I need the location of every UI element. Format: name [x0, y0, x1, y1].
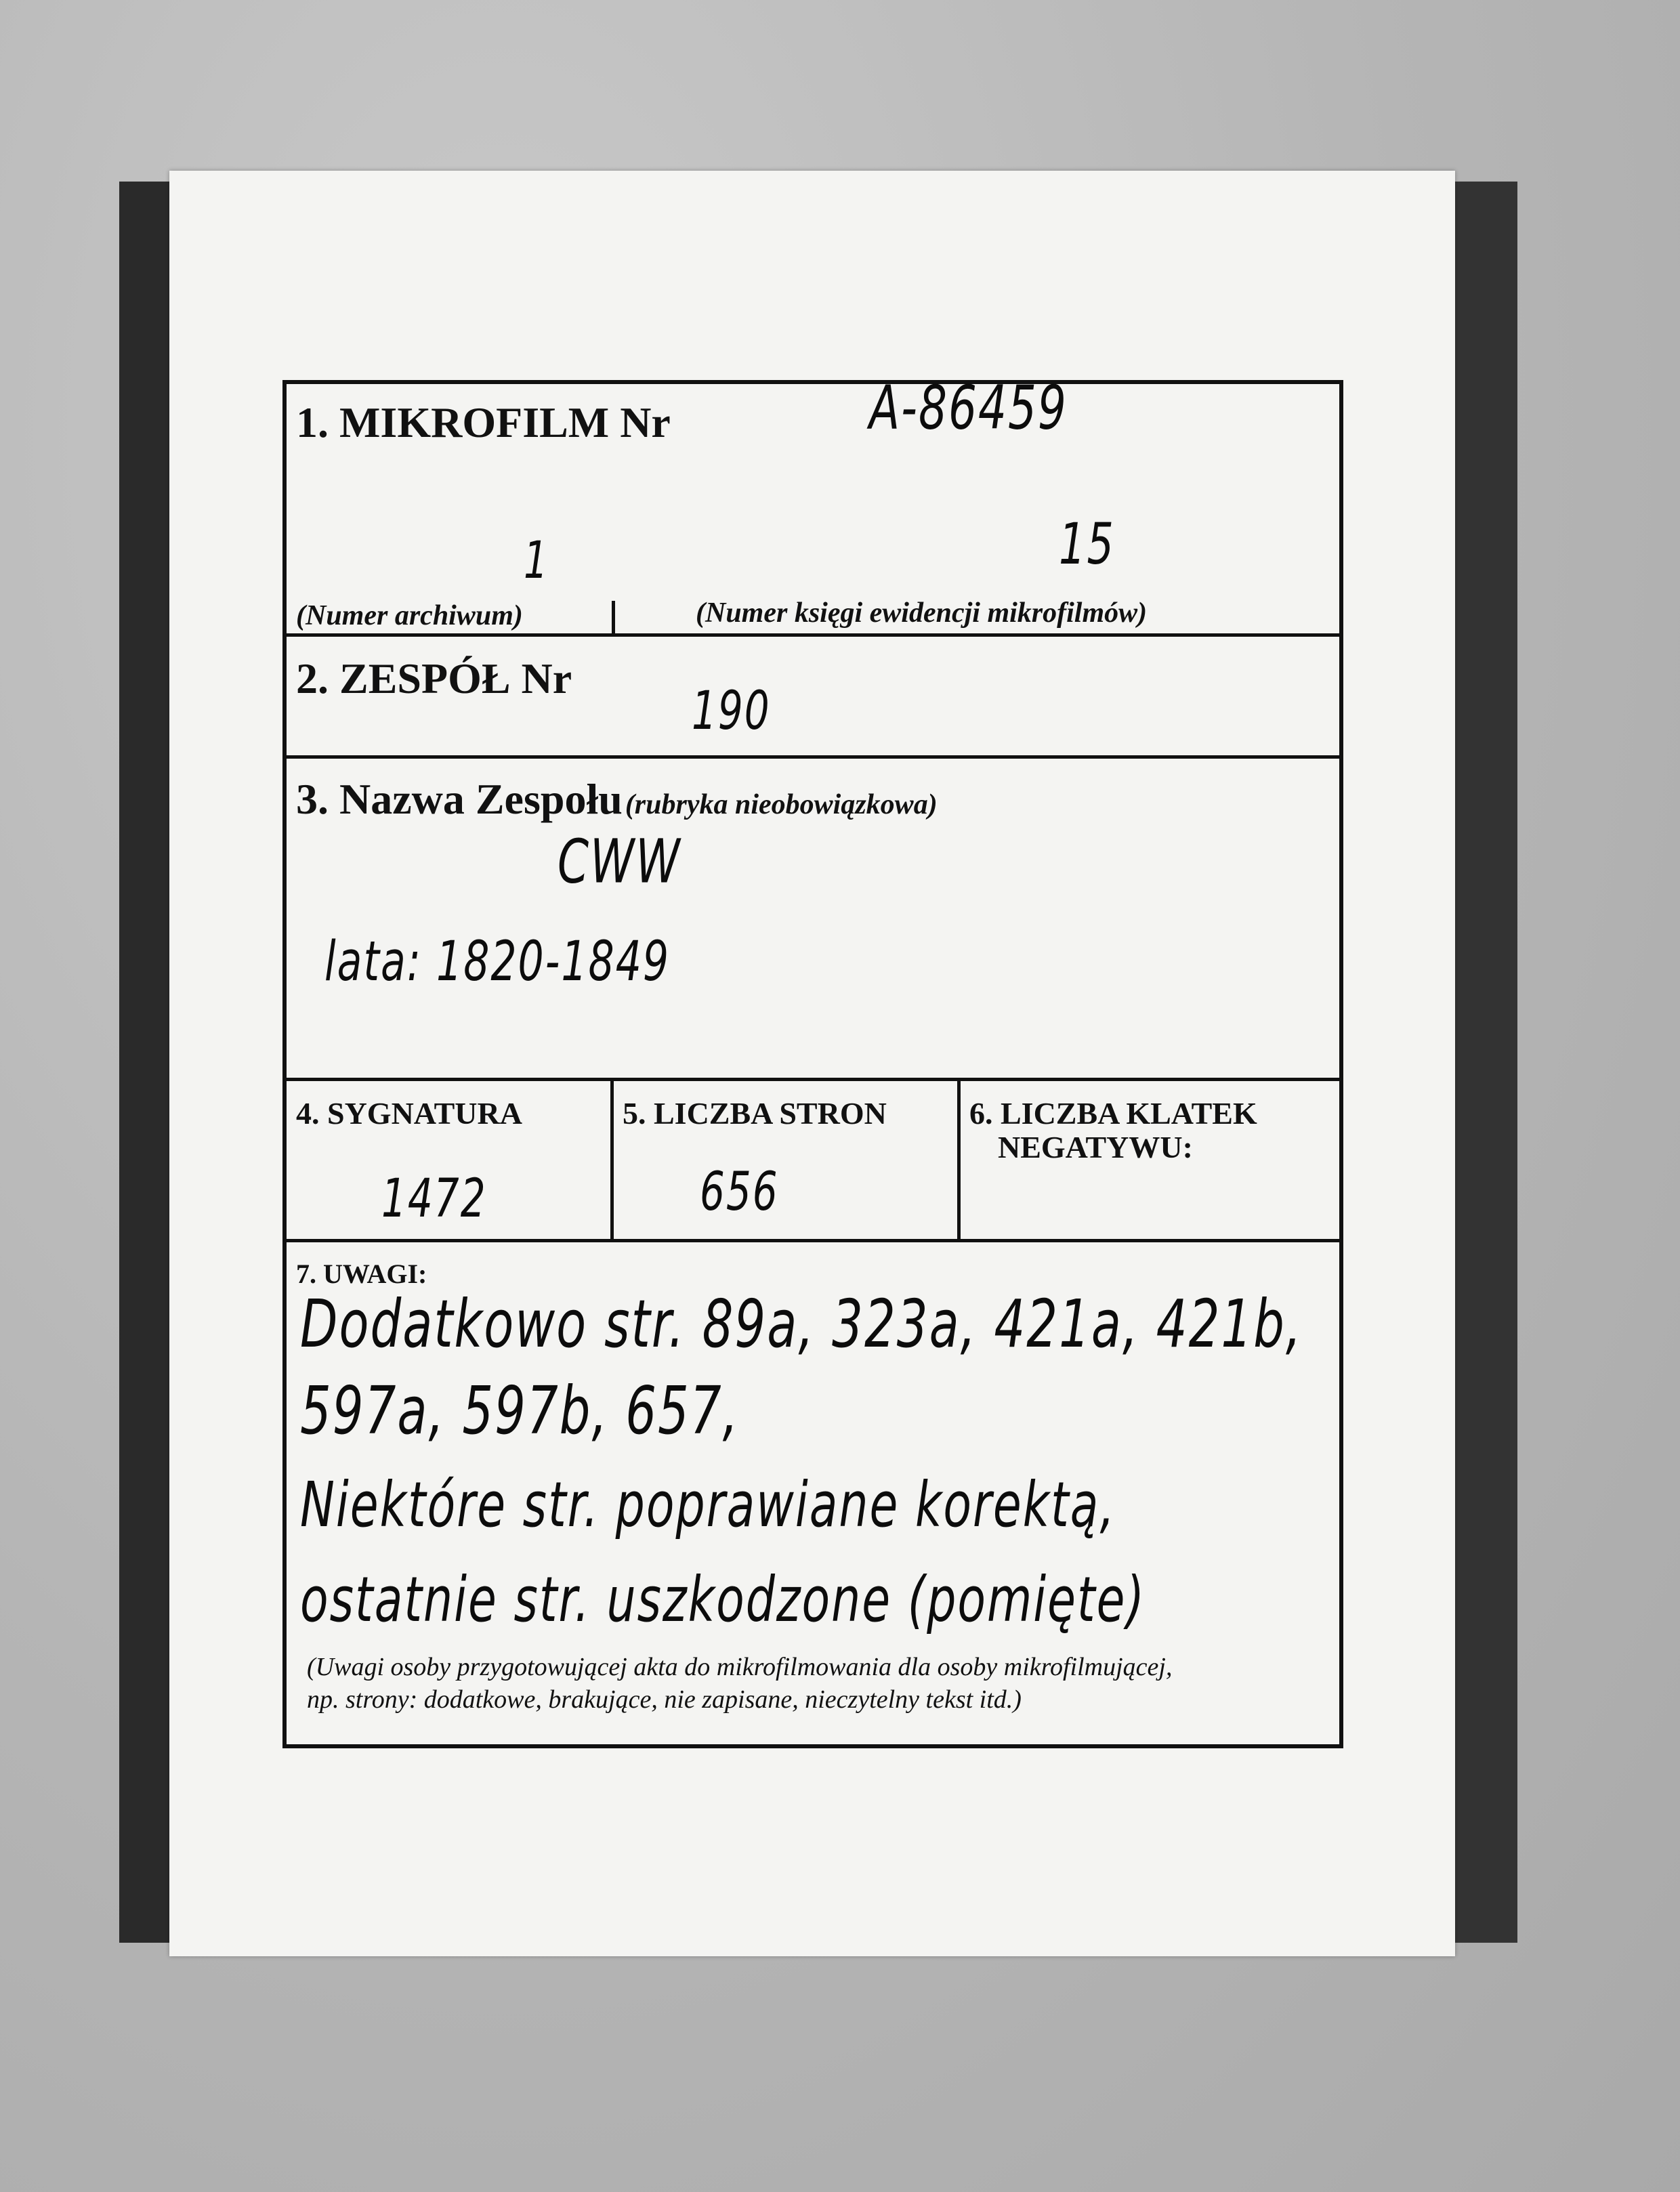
- divider: [287, 1239, 1339, 1242]
- microfilm-form: [282, 373, 1343, 1748]
- field7-instructions-line2: np. strony: dodatkowe, brakujące, nie zapisane, nieczytelny tekst itd.): [307, 1685, 1022, 1714]
- register-number-value: 15: [1059, 510, 1115, 577]
- divider: [287, 755, 1339, 759]
- field3-value-line1: CWW: [558, 826, 681, 897]
- field5-value: 656: [700, 1160, 779, 1223]
- divider: [957, 1078, 961, 1240]
- field4-value: 1472: [381, 1167, 487, 1229]
- remarks-line: ostatnie str. uszkodzone (pomięte): [300, 1564, 1146, 1637]
- remarks-line: Niektóre str. poprawiane korektą,: [300, 1469, 1116, 1542]
- archive-number-value: 1: [524, 531, 549, 591]
- field1-value: A-86459: [869, 373, 1068, 443]
- field7-label: 7. UWAGI:: [296, 1259, 427, 1289]
- divider: [287, 633, 1339, 637]
- archive-number-label: (Numer archiwum): [296, 600, 523, 631]
- field7-instructions-line1: (Uwagi osoby przygotowującej akta do mikrofilmowania dla osoby mikrofilmującej,: [307, 1653, 1173, 1681]
- film-edge-right: [1450, 182, 1517, 1943]
- field3-heading: [296, 774, 938, 824]
- field6-label-line2: NEGATYWU:: [998, 1130, 1193, 1164]
- field1-label: 1. MIKROFILM Nr: [296, 398, 671, 446]
- field5-label: 5. LICZBA STRON: [623, 1096, 887, 1131]
- divider: [287, 1078, 1339, 1081]
- field4-label: 4. SYGNATURA: [296, 1096, 522, 1131]
- remarks-line: 597a, 597b, 657,: [300, 1372, 740, 1449]
- remarks-line: Dodatkowo str. 89a, 323a, 421a, 421b,: [300, 1285, 1303, 1362]
- field3-note: (rubryka nieobowiązkowa): [625, 789, 938, 820]
- field2-label: 2. ZESPÓŁ Nr: [296, 654, 572, 702]
- divider: [612, 601, 615, 635]
- field3-value-line2: lata: 1820-1849: [324, 929, 671, 994]
- register-number-label: (Numer księgi ewidencji mikrofilmów): [696, 597, 1148, 629]
- divider: [610, 1078, 614, 1240]
- field3-label: 3. Nazwa Zespołu: [296, 775, 623, 823]
- film-edge-left: [119, 182, 176, 1943]
- field2-value: 190: [692, 679, 771, 742]
- field6-label-line1: 6. LICZBA KLATEK: [969, 1096, 1257, 1131]
